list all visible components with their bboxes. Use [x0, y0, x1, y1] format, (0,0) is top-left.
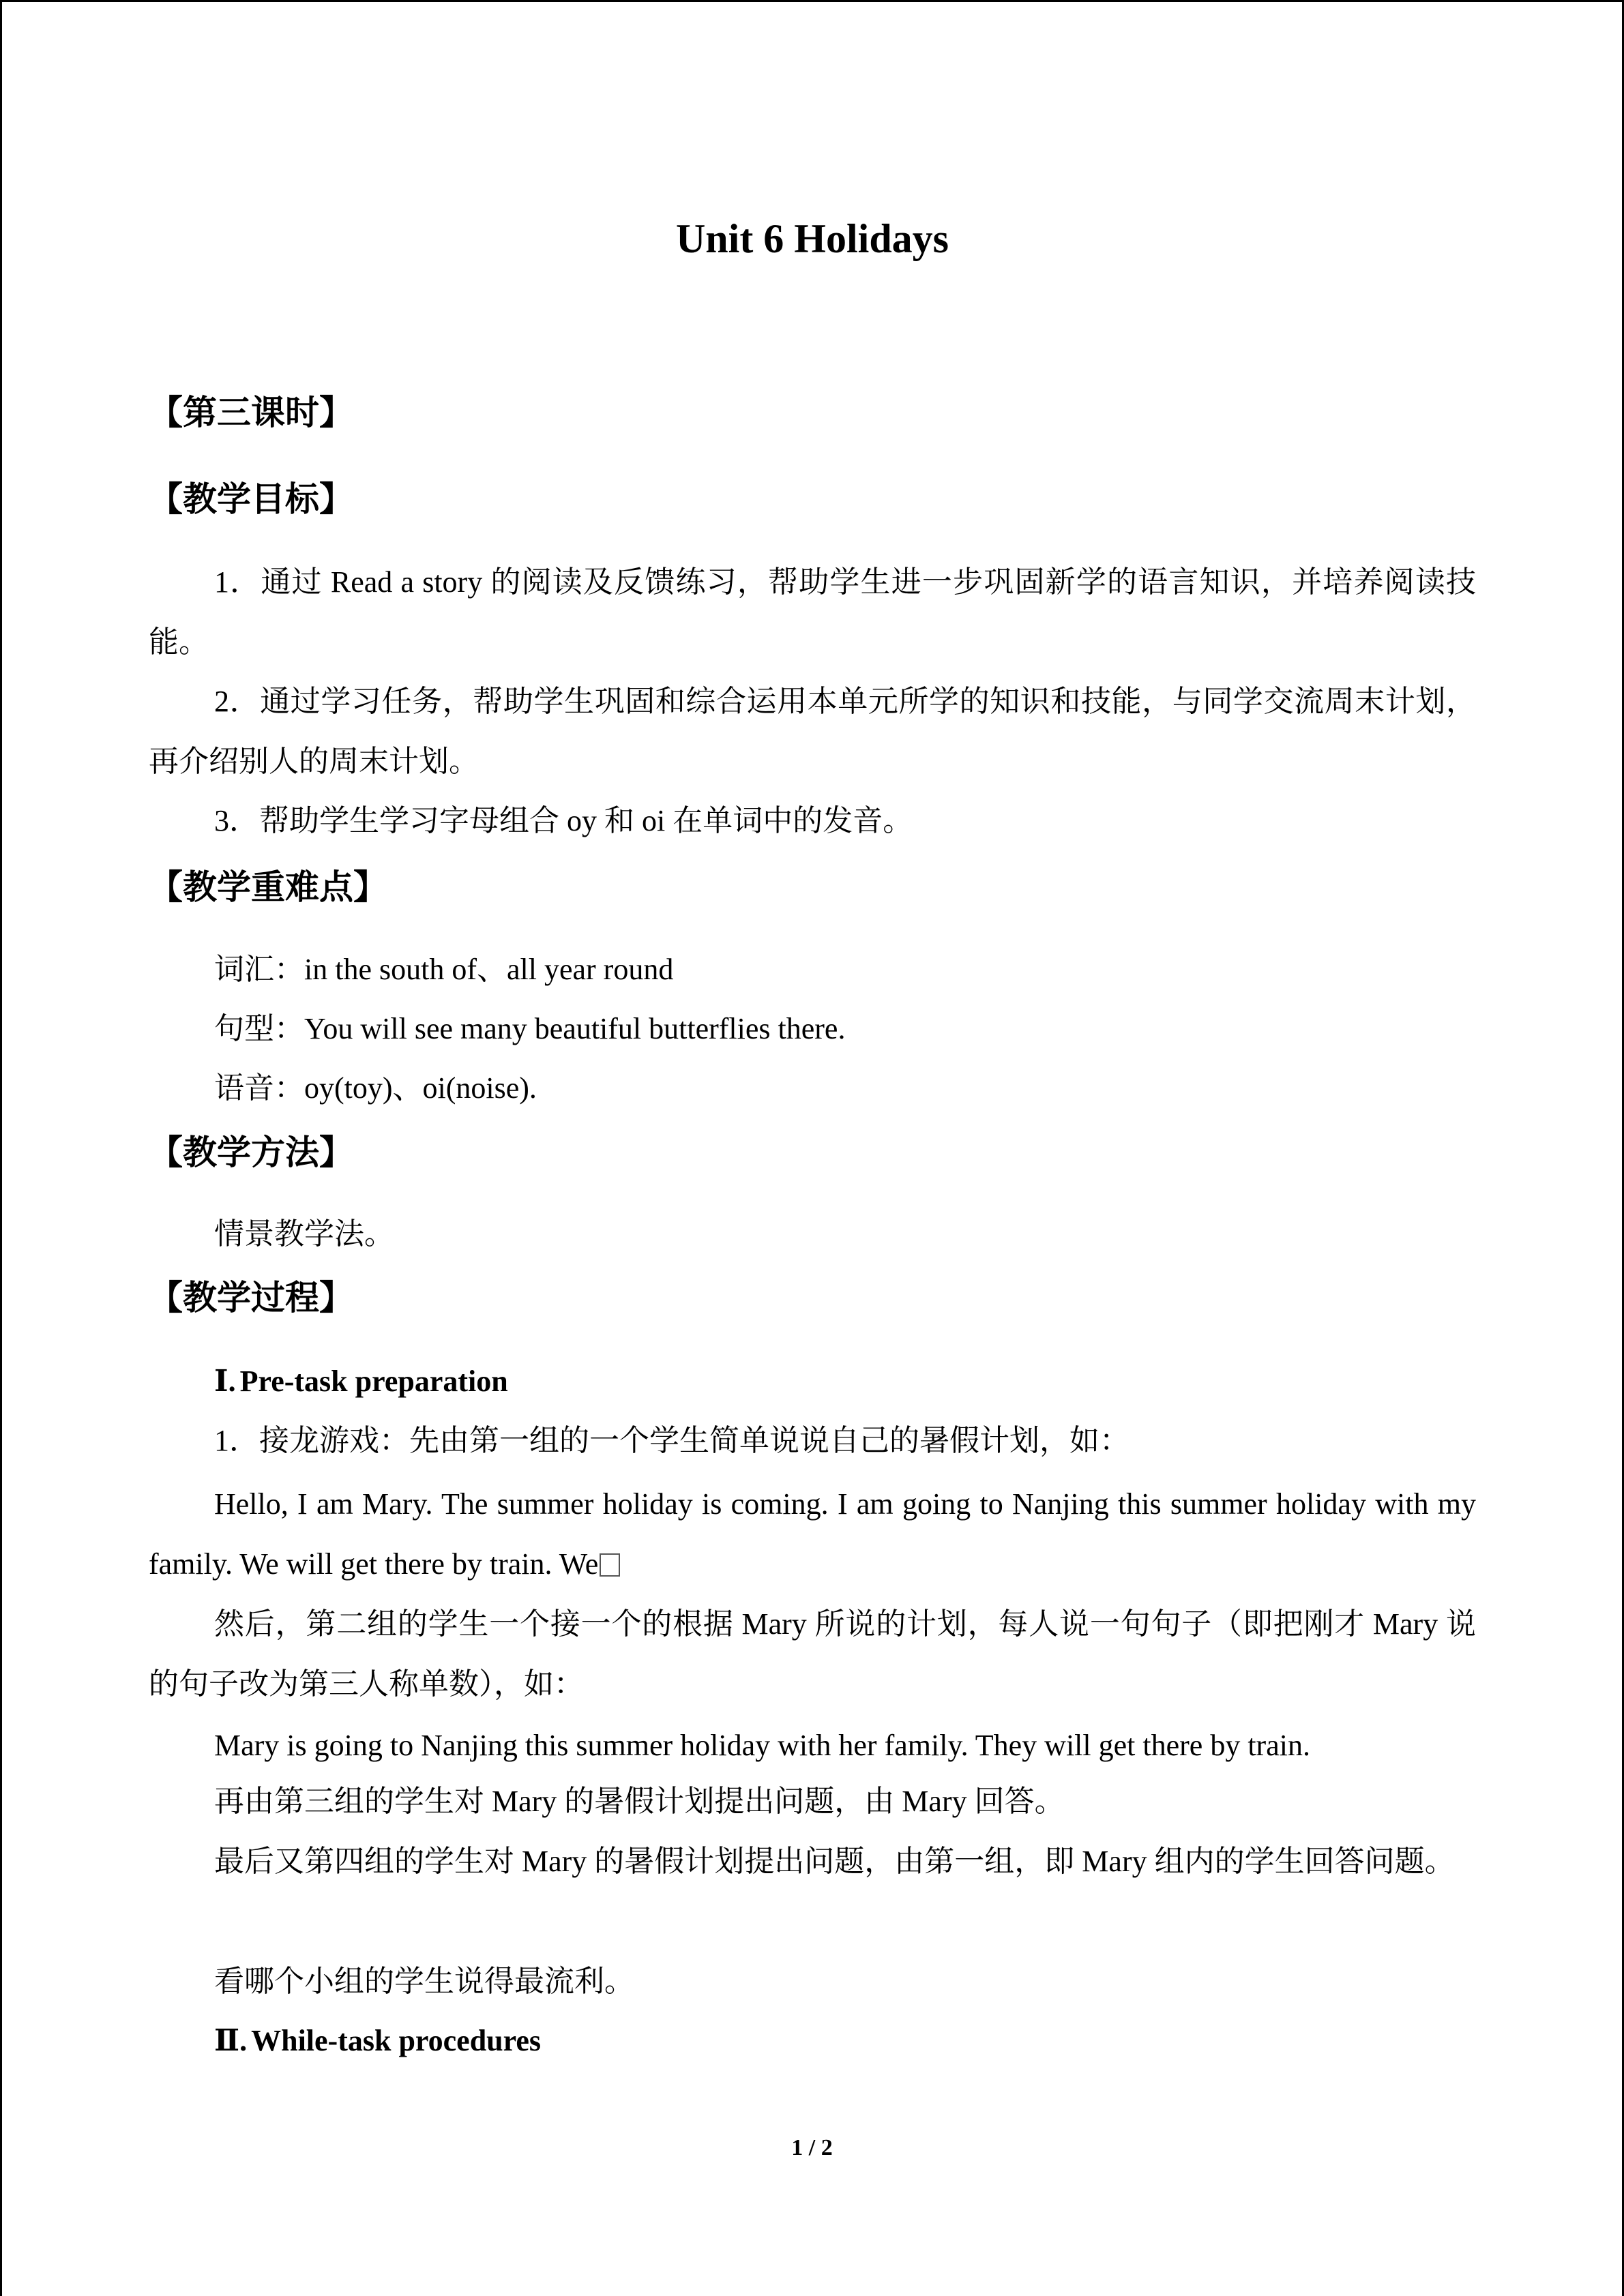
example-mary-plan-text: Hello, I am Mary. The summer holiday is coming. I am going to Nanjing this summer holiday with my family. We will get there by train. We	[149, 1487, 1476, 1581]
section-numeral: Ⅱ.	[214, 2024, 248, 2057]
example-mary-plan	[149, 1474, 1476, 1594]
section-numeral: Ⅰ.	[214, 1365, 236, 1398]
section-pre-task	[214, 1361, 508, 1402]
document-title: Unit 6 Holidays	[675, 216, 949, 261]
missing-glyph-box	[600, 1553, 620, 1577]
heading-methods: 【教学方法】	[149, 1133, 353, 1172]
heading-lesson: 【第三课时】	[149, 393, 353, 432]
section-title: While-task procedures	[251, 2024, 542, 2057]
fluency-text: 看哪个小组的学生说得最流利。	[214, 1965, 634, 1998]
key-point-sentence: 句型：You will see many beautiful butterflies there.	[214, 1012, 846, 1045]
then-group-two: 然后，第二组的学生一个接一个的根据 Mary 所说的计划，每人说一句句子（即把刚才 Mary 说的句子改为第三人称单数），如：	[149, 1607, 1476, 1701]
page-number: 1 / 2	[791, 2135, 833, 2160]
section-title: Pre-task preparation	[239, 1365, 508, 1398]
heading-objectives: 【教学目标】	[149, 479, 353, 519]
objective-item-3: 3．帮助学生学习字母组合 oy 和 oi 在单词中的发音。	[214, 804, 913, 837]
step-1-text: 1．接龙游戏：先由第一组的一个学生简单说说自己的暑假计划，如：	[214, 1424, 1130, 1457]
method-text: 情景教学法。	[214, 1217, 394, 1251]
heading-process: 【教学过程】	[149, 1278, 353, 1317]
heading-key-points: 【教学重难点】	[149, 867, 387, 907]
example-third-person: Mary is going to Nanjing this summer holiday with her family. They will get there by train.	[214, 1729, 1310, 1762]
section-while-task	[214, 2021, 541, 2061]
key-point-phonics: 语音：oy(toy)、oi(noise).	[214, 1071, 537, 1105]
objective-item-1: 1．通过 Read a story 的阅读及反馈练习，帮助学生进一步巩固新学的语言知识，并培养阅读技能。	[149, 565, 1476, 659]
group-three-text: 再由第三组的学生对 Mary 的暑假计划提出问题，由 Mary 回答。	[214, 1785, 1065, 1818]
key-point-vocabulary: 词汇：in the south of、all year round	[214, 953, 674, 986]
objective-item-2: 2．通过学习任务，帮助学生巩固和综合运用本单元所学的知识和技能，与同学交流周末计划，再介绍别人的周末计划。	[149, 685, 1476, 778]
group-four-text: 最后又第四组的学生对 Mary 的暑假计划提出问题，由第一组，即 Mary 组内的学生回答问题。	[214, 1845, 1455, 1878]
